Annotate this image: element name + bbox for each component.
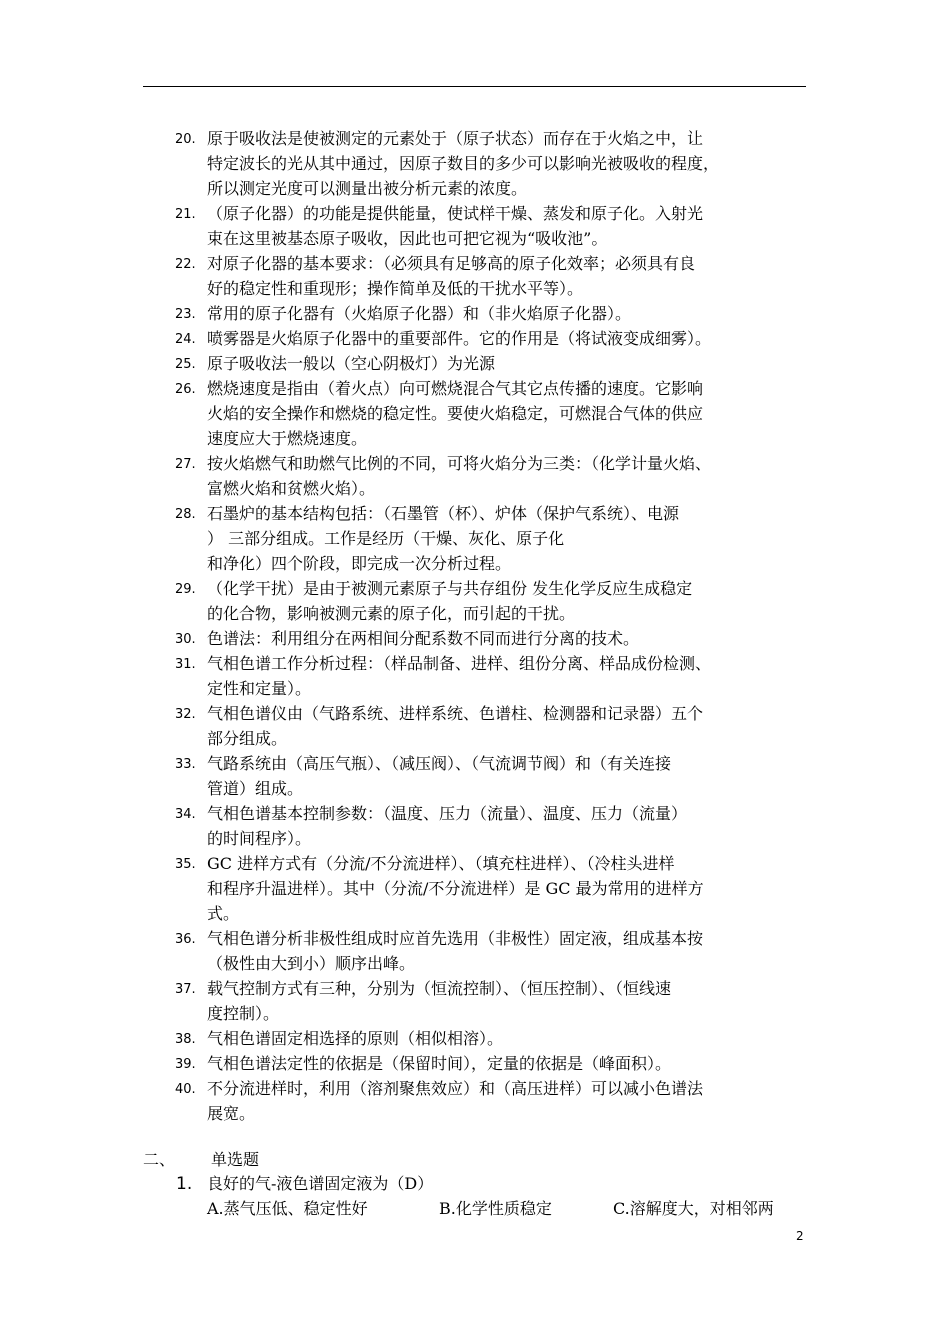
item-number: 38. [175,1032,196,1047]
option-c: C.溶解度大，对相邻两 [613,1199,774,1218]
list-item [0,326,806,351]
item-text [207,626,806,651]
list-item [0,851,806,926]
item-text-line: 火焰的安全操作和燃烧的稳定性。要使火焰稳定，可燃混合气体的供应 [207,404,704,423]
item-text-line: 常用的原子化器有（火焰原子化器）和（非火焰原子化器）。 [207,304,632,323]
question-1 [176,1171,433,1197]
item-text [207,576,806,626]
item-text-line: （原子化器）的功能是提供能量，使试样干燥、蒸发和原子化。入射光 [207,204,704,223]
item-text-line: 燃烧速度是指由（着火点）向可燃烧混合气其它点传播的速度。它影响 [207,379,704,398]
item-text-line: （极性由大到小）顺序出峰。 [207,954,416,973]
page-number: 2 [796,1229,804,1243]
item-text [207,126,806,201]
item-number: 34. [175,807,196,822]
list-item [0,1051,806,1076]
list-item [0,451,806,501]
item-text [207,851,806,926]
item-text-line: 速度应大于燃烧速度。 [207,429,368,448]
list-item [0,1076,806,1126]
item-text-line: 原子吸收法一般以（空心阴极灯）为光源 [207,354,496,373]
list-item [0,251,806,301]
item-text-line: 对原子化器的基本要求：（必须具有足够高的原子化效率；必须具有良 [207,254,696,273]
item-text-line: 管道）组成。 [207,779,304,798]
option-b: B.化学性质稳定 [439,1199,552,1218]
item-text [207,201,806,251]
item-text [207,326,806,351]
item-number: 22. [175,257,196,272]
item-number: 20. [175,132,196,147]
item-number: 23. [175,307,196,322]
item-text-line: 不分流进样时，利用（溶剂聚焦效应）和（高压进样）可以减小色谱法 [207,1079,704,1098]
item-number: 28. [175,507,196,522]
list-item [0,626,806,651]
item-text-line: 气相色谱仪由（气路系统、进样系统、色谱柱、检测器和记录器）五个 [207,704,704,723]
item-text-line: （化学干扰）是由于被测元素原子与共存组份 发生化学反应生成稳定 [207,579,693,598]
item-number: 33. [175,757,196,772]
item-number: 21. [175,207,196,222]
question-text: 良好的气-液色谱固定液为（D） [207,1174,434,1193]
item-text-line: 气相色谱固定相选择的原则（相似相溶）。 [207,1029,504,1048]
list-item [0,201,806,251]
list-item [0,976,806,1026]
header-rule [143,86,806,87]
item-text [207,651,806,701]
item-text [207,376,806,451]
fill-in-answer-list [0,126,950,1126]
item-text [207,976,806,1026]
item-number: 40. [175,1082,196,1097]
item-number: 36. [175,932,196,947]
item-text-line: 色谱法：利用组分在两相间分配系数不同而进行分离的技术。 [207,629,640,648]
item-text-line: 式。 [207,904,240,923]
list-item [0,801,806,851]
item-text-line: 所以测定光度可以测量出被分析元素的浓度。 [207,179,528,198]
section-number: 二、 [143,1150,176,1169]
list-item [0,376,806,451]
question-number: 1. [176,1174,193,1194]
list-item [0,501,806,576]
item-text [207,351,806,376]
list-item [0,1026,806,1051]
item-number: 39. [175,1057,196,1072]
item-text [207,1051,806,1076]
item-number: 27. [175,457,196,472]
item-number: 26. [175,382,196,397]
item-text-line: 好的稳定性和重现形；操作简单及低的干扰水平等）。 [207,279,584,298]
item-text [207,301,806,326]
item-text-line: 气相色谱分析非极性组成时应首先选用（非极性）固定液，组成基本按 [207,929,704,948]
item-text-line: 度控制）。 [207,1004,280,1023]
item-text-line: 气路系统由（高压气瓶）、（减压阀）、（气流调节阀）和（有关连接 [207,754,672,773]
item-text [207,751,806,801]
list-item [0,651,806,701]
item-text [207,501,806,576]
item-number: 30. [175,632,196,647]
item-text [207,1026,806,1051]
item-number: 25. [175,357,196,372]
item-text-line: 喷雾器是火焰原子化器中的重要部件。它的作用是（将试液变成细雾）。 [207,329,712,348]
item-text-line: 展宽。 [207,1104,256,1123]
item-text-line: 气相色谱工作分析过程：（样品制备、进样、组份分离、样品成份检测、 [207,654,712,673]
item-text-line: 的时间程序）。 [207,829,312,848]
item-number: 32. [175,707,196,722]
item-number: 37. [175,982,196,997]
item-text-line: 石墨炉的基本结构包括：（石墨管（杯）、炉体（保护气系统）、电源 [207,504,680,523]
item-text [207,251,806,301]
item-number: 31. [175,657,196,672]
item-text [207,1076,806,1126]
item-text-line: 定性和定量）。 [207,679,312,698]
list-item [0,701,806,751]
item-text-line: 的化合物，影响被测元素的原子化，而引起的干扰。 [207,604,576,623]
item-text-line: 特定波长的光从其中通过，因原子数目的多少可以影响光被吸收的程度， [207,154,720,173]
section-heading [143,1147,259,1172]
list-item [0,576,806,626]
item-text-line: 载气控制方式有三种，分别为（恒流控制）、（恒压控制）、（恒线速 [207,979,672,998]
item-text-line: GC 进样方式有（分流/不分流进样）、（填充柱进样）、（冷柱头进样 [207,854,675,873]
list-item [0,301,806,326]
item-text-line: 和净化）四个阶段，即完成一次分析过程。 [207,554,512,573]
item-text [207,451,806,501]
item-number: 35. [175,857,196,872]
list-item [0,126,806,201]
item-text-line: ） 三部分组成。工作是经历（干燥、灰化、原子化 [207,529,565,548]
section-title: 单选题 [211,1150,260,1169]
item-text-line: 气相色谱法定性的依据是（保留时间），定量的依据是（峰面积）。 [207,1054,672,1073]
item-text-line: 气相色谱基本控制参数：（温度、压力（流量）、温度、压力（流量） [207,804,688,823]
item-number: 24. [175,332,196,347]
list-item [0,926,806,976]
item-text-line: 按火焰燃气和助燃气比例的不同，可将火焰分为三类：（化学计量火焰、 [207,454,712,473]
item-text-line: 和程序升温进样）。其中（分流/不分流进样）是 GC 最为常用的进样方 [207,879,704,898]
item-number: 29. [175,582,196,597]
option-a: A.蒸气压低、稳定性好 [207,1199,368,1218]
item-text [207,926,806,976]
item-text-line: 部分组成。 [207,729,288,748]
item-text [207,801,806,851]
list-item [0,351,806,376]
item-text [207,701,806,751]
list-item [0,751,806,801]
item-text-line: 原于吸收法是使被测定的元素处于（原子状态）而存在于火焰之中，让 [207,129,704,148]
item-text-line: 束在这里被基态原子吸收，因此也可把它视为“吸收池”。 [207,229,608,248]
item-text-line: 富燃火焰和贫燃火焰）。 [207,479,376,498]
